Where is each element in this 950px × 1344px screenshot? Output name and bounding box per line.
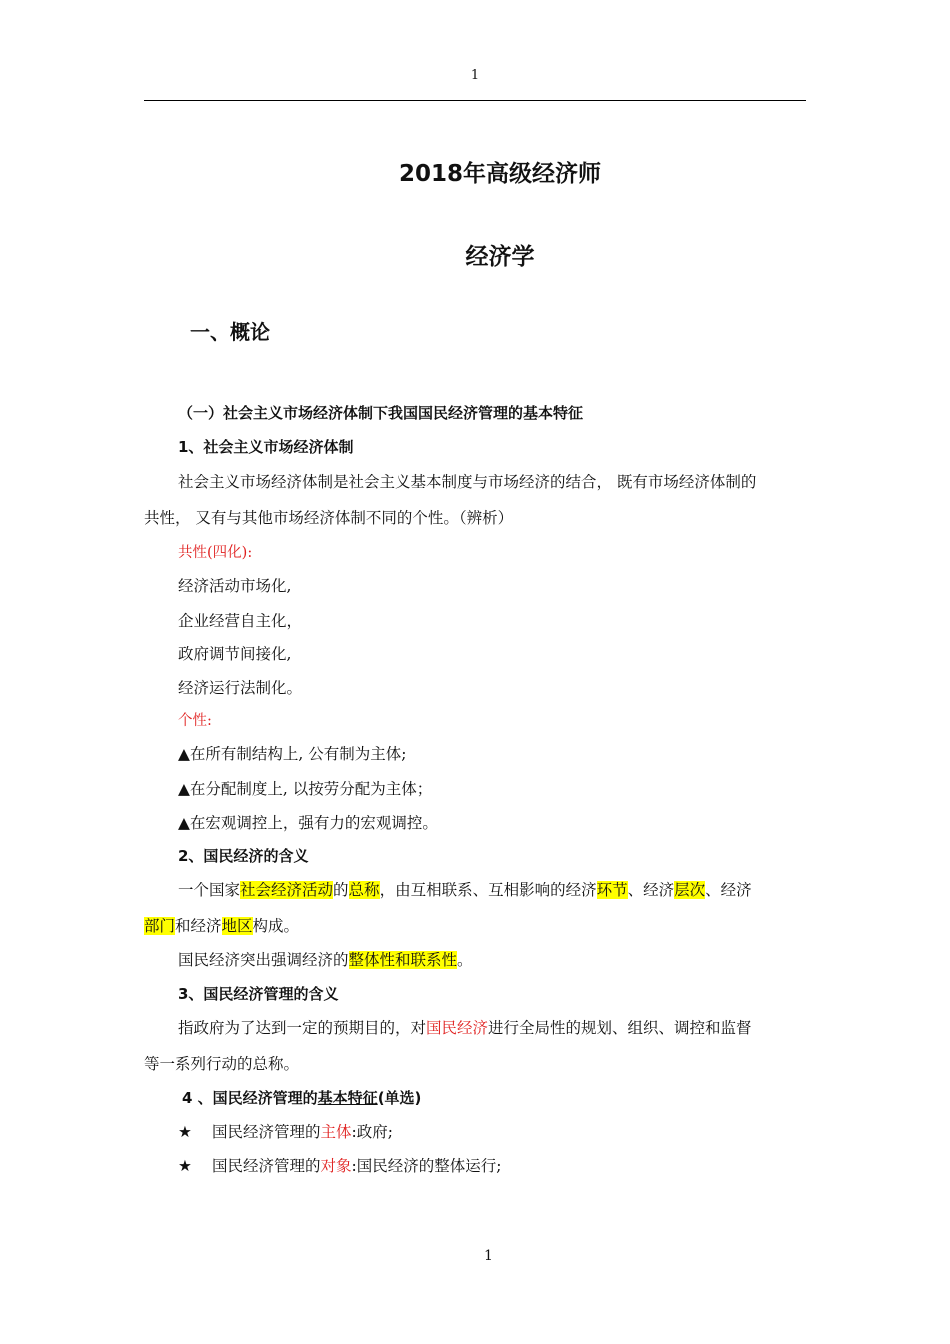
text: 。 <box>457 951 473 969</box>
text: 构成。 <box>252 917 300 935</box>
document-subtitle: 经济学 <box>465 244 535 270</box>
highlight: 层次 <box>674 881 706 899</box>
text: 国民经济管理的 <box>212 1123 321 1141</box>
common-item: 政府调节间接化, <box>178 645 292 663</box>
highlight: 整体性和联系性 <box>348 951 458 969</box>
individual-item: ▲在宏观调控上，强有力的宏观调控。 <box>178 814 438 832</box>
text: 国民经济突出强调经济的 <box>178 951 349 969</box>
red-text: 国民经济 <box>426 1019 489 1037</box>
item4-star-line1 <box>178 1120 393 1142</box>
item1-paragraph-line1: 社会主义市场经济体制是社会主义基本制度与市场经济的结合， 既有市场经济体制的 <box>178 473 757 491</box>
text: 的 <box>333 881 349 899</box>
individual-item: ▲在分配制度上, 以按劳分配为主体； <box>178 780 433 798</box>
text: :国民经济的整体运行; <box>351 1157 502 1175</box>
text: 一个国家 <box>178 881 241 899</box>
common-item: 企业经营自主化， <box>178 612 303 630</box>
section-heading: 一、概论 <box>190 320 270 344</box>
underlined-text: 基本特征 <box>317 1089 378 1107</box>
header-page-number: 1 <box>470 68 480 83</box>
item2-heading: 2、国民经济的含义 <box>178 847 309 865</box>
text: 、经济 <box>627 881 675 899</box>
item3-heading: 3、国民经济管理的含义 <box>178 985 339 1003</box>
item1-paragraph-line2: 共性， 又有与其他市场经济体制不同的个性。（辨析） <box>144 509 514 527</box>
subsection-heading: （一）社会主义市场经济体制下我国国民经济管理的基本特征 <box>178 404 584 422</box>
highlight: 环节 <box>596 881 628 899</box>
item4-star-line2 <box>178 1154 501 1176</box>
red-text: 对象 <box>320 1157 352 1175</box>
text: (单选) <box>377 1089 422 1107</box>
star-icon: ★ <box>178 1123 192 1141</box>
text: 4 、国民经济管理的 <box>182 1089 318 1107</box>
item3-line1 <box>178 1016 752 1038</box>
individual-label: 个性: <box>178 713 212 729</box>
common-item: 经济运行法制化。 <box>178 679 303 697</box>
star-icon: ★ <box>178 1157 192 1175</box>
footer-page-number: 1 <box>484 1248 493 1264</box>
highlight: 社会经济活动 <box>240 881 334 899</box>
highlight: 总称 <box>348 881 380 899</box>
text: ，由互相联系、互相影响的经济 <box>379 881 597 899</box>
red-text: 主体 <box>320 1123 352 1141</box>
item2-line3 <box>178 948 473 970</box>
item1-heading: 1、社会主义市场经济体制 <box>178 438 354 456</box>
document-title: 2018年高级经济师 <box>398 161 601 187</box>
common-label: 共性(四化): <box>178 545 253 561</box>
text: 、经济 <box>705 881 752 899</box>
individual-item: ▲在所有制结构上, 公有制为主体; <box>178 745 407 763</box>
highlight: 部门 <box>144 917 176 935</box>
header-rule <box>144 100 806 101</box>
text: 和经济 <box>175 917 222 935</box>
text: 国民经济管理的 <box>212 1157 321 1175</box>
item2-line1 <box>178 878 752 900</box>
highlight: 地区 <box>221 917 253 935</box>
text: 指政府为了达到一定的预期目的，对 <box>178 1019 427 1037</box>
text: 进行全局性的规划、组织、调控和监督 <box>488 1019 752 1037</box>
item3-line2: 等一系列行动的总称。 <box>144 1055 300 1073</box>
item4-heading <box>182 1087 421 1108</box>
text: :政府; <box>351 1123 393 1141</box>
common-item: 经济活动市场化, <box>178 577 292 595</box>
item2-line2 <box>144 914 299 936</box>
